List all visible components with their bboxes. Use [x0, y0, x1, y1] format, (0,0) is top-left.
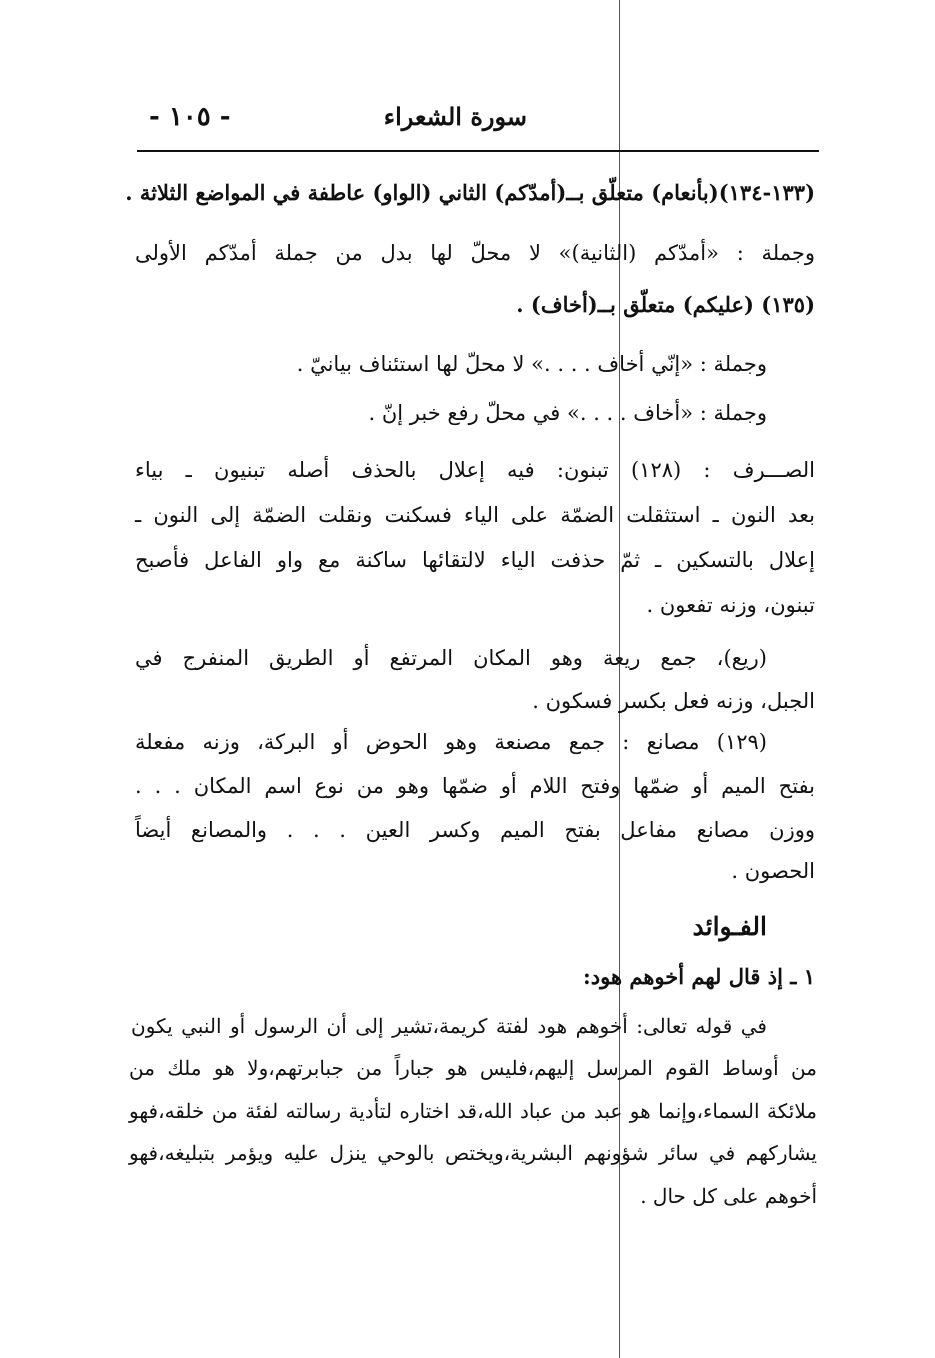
text-line: الجبل، وزنه فعل بكسر فسكون . — [532, 689, 815, 713]
text-line: (١٣٥) (عليكم) متعلّق بــ(أخاف) . — [516, 292, 815, 317]
text-line: الحصون . — [731, 859, 815, 883]
header-rule — [137, 150, 819, 152]
item-heading: ١ ـ إذ قال لهم أخوهم هود: — [583, 964, 815, 989]
text-line: من أوساط القوم المرسل إليهم،فليس هو جباراً من جبابرتهم،ولا هو ملك من — [129, 1056, 817, 1080]
text-line: وجملة : «إنّي أخاف . . . .» لا محلّ لها استئناف بيانيّ . — [296, 352, 767, 376]
text-line: الصـــرف : (١٢٨) تبنون: فيه إعلال بالحذف أصله تبنيون ـ بياء — [135, 458, 815, 482]
text-line: إعلال بالتسكين ـ ثمّ حذفت الياء لالتقائها ساكنة مع واو الفاعل فأصبح — [135, 548, 815, 572]
text-line: (١٢٩) مصانع : جمع مصنعة وهو الحوض أو البركة، وزنه مفعلة — [135, 730, 767, 754]
text-line: أخوهم على كل حال . — [640, 1184, 817, 1208]
surah-title: سورة الشعراء — [383, 102, 527, 131]
text-line: بعد النون ـ استثقلت الضمّة على الياء فسكنت ونقلت الضمّة إلى النون ـ — [135, 503, 815, 527]
text-line: ملائكة السماء،وإنما هو عبد من عباد الله،قد اختاره لتأدية رسالته لفئة من خلقه،فهو — [129, 1099, 817, 1123]
text-line: وجملة : «أمدّكم (الثانية)» لا محلّ لها بدل من جملة أمدّكم الأولى — [135, 241, 815, 265]
text-line: في قوله تعالى: أخوهم هود لفتة كريمة،تشير إلى أن الرسول أو النبي يكون — [131, 1014, 767, 1038]
text-line: ووزن مصانع مفاعل بفتح الميم وكسر العين . . . والمصانع أيضاً — [135, 818, 815, 842]
text-line: بفتح الميم أو ضمّها وفتح اللام أو ضمّها وهو من نوع اسم المكان . . . — [135, 774, 815, 798]
page-number: - ١٠٥ - — [149, 102, 231, 132]
section-heading: الفـوائد — [692, 912, 767, 941]
text-line: (١٣٣-١٣٤)(بأنعام) متعلّق بــ(أمدّكم) الثاني (الواو) عاطفة في المواضع الثلاثة . — [125, 180, 815, 205]
page-header — [137, 98, 817, 142]
text-line: وجملة : «أخاف . . . .» في محلّ رفع خبر إنّ . — [368, 401, 767, 425]
text-line: تبنون، وزنه تفعون . — [646, 593, 815, 617]
text-line: (ريع)، جمع ريعة وهو المكان المرتفع أو الطريق المنفرج في — [135, 646, 767, 670]
text-line: يشاركهم في سائر شؤونهم البشرية،ويختص بالوحي ينزل عليه ويؤمر بتبليغه،فهو — [129, 1141, 817, 1165]
